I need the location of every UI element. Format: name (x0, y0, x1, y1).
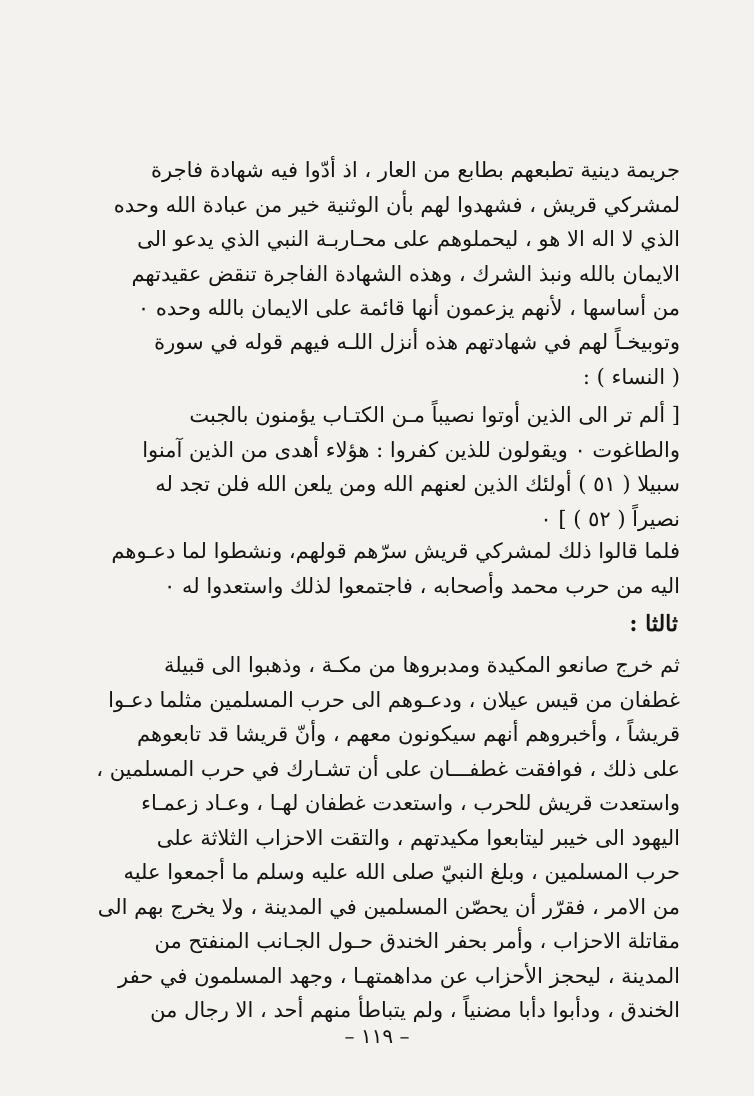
paragraph-5 (78, 648, 680, 1028)
text-line: جريمة دينية تطبعهم بطابع من العار ، اذ أدّوا فيه شهادة فاجرة (151, 158, 680, 182)
text-line: نصيراً ( ٥٢ ) ] ٠ (540, 506, 680, 531)
paragraph-1 (78, 153, 680, 326)
text-line: حرب المسلمين ، وبلغ النبيّ صلى الله عليه وسلم ما أجمعوا عليه (123, 860, 680, 884)
paragraph-4 (78, 534, 680, 603)
text-line: الذي لا اله الا هو ، ليحملوهم على محـاربـة النبي الذي يدعو الى (137, 227, 680, 251)
text-line: غطفان من قيس عيلان ، ودعـوهم الى حرب المسلمين مثلما دعـوا (108, 687, 680, 712)
text-line: قريشاً ، وأخبروهم أنهم سيكونون معهم ، وأنّ قريشا قد تابعوهم (136, 722, 680, 746)
text-line: لمشركي قريش ، فشهدوا لهم بأن الوثنية خير من عبادة الله وحده (113, 192, 680, 217)
text-line: من الامر ، فقرّر أن يحصّن المسلمين في المدينة ، ولا يخرج بهم الى (97, 894, 680, 919)
text-line: المدينة ، ليحجز الأحزاب عن مداهمتهـا ، وجهد المسلمون في حفر (118, 963, 680, 988)
text-line: واستعدت قريش للحرب ، واستعدت غطفان لهـا ، وعـاد زعمـاء (141, 791, 680, 815)
text-line: ( النساء ) : (582, 364, 680, 389)
text-line: الخندق ، ودأبوا دأبا مضنياً ، ولم يتباطأ منهم أحد ، الا رجال من (150, 998, 680, 1022)
text-line: مقاتلة الاحزاب ، وأمر بحفر الخندق حـول الجـانب المنفتح من (154, 929, 680, 953)
paragraph-2 (78, 325, 680, 394)
text-line: الايمان بالله ونبذ الشرك ، وهذه الشهادة الفاجرة تنقض عقيدتهم (131, 261, 680, 286)
text-line: من أساسها ، لأنهم يزعمون أنها قائمة على الايمان بالله وحده ٠ (137, 296, 680, 320)
quran-quote-paragraph (78, 398, 680, 536)
text-line: فلما قالوا ذلك لمشركي قريش سرّهم قولهم، ونشطوا لما دعـوهم (111, 539, 680, 563)
text-line: اليه من حرب محمد وأصحابه ، فاجتمعوا لذلك واستعدوا له ٠ (164, 573, 680, 598)
text-line: والطاغوت ٠ ويقولون للذين كفروا : هؤلاء أهدى من الذين آمنوا (142, 437, 680, 462)
text-line: على ذلك ، فوافقت غطفـــان على أن تشـارك في حرب المسلمين ، (96, 756, 680, 781)
text-line: [ ألم تر الى الذين أوتوا نصيباً مـن الكتـاب يؤمنون بالجبت (189, 403, 680, 427)
section-heading: ثالثا : (629, 611, 678, 637)
text-line: وتوبيخـاً لهم في شهادتهم هذه أنزل اللـه فيهم قوله في سورة (154, 330, 680, 354)
text-line: ثم خرج صانعو المكيدة ومدبروها من مكـة ، وذهبوا الى قبيلة (163, 653, 680, 677)
page-number: – ١١٩ – (344, 1024, 410, 1048)
text-line: سبيلا ( ٥١ ) أولئك الذين لعنهم الله ومن يلعن الله فلن تجد له (155, 472, 680, 496)
text-line: اليهود الى خيبر ليتابعوا مكيدتهم ، والتقت الاحزاب الثلاثة على (156, 825, 680, 850)
